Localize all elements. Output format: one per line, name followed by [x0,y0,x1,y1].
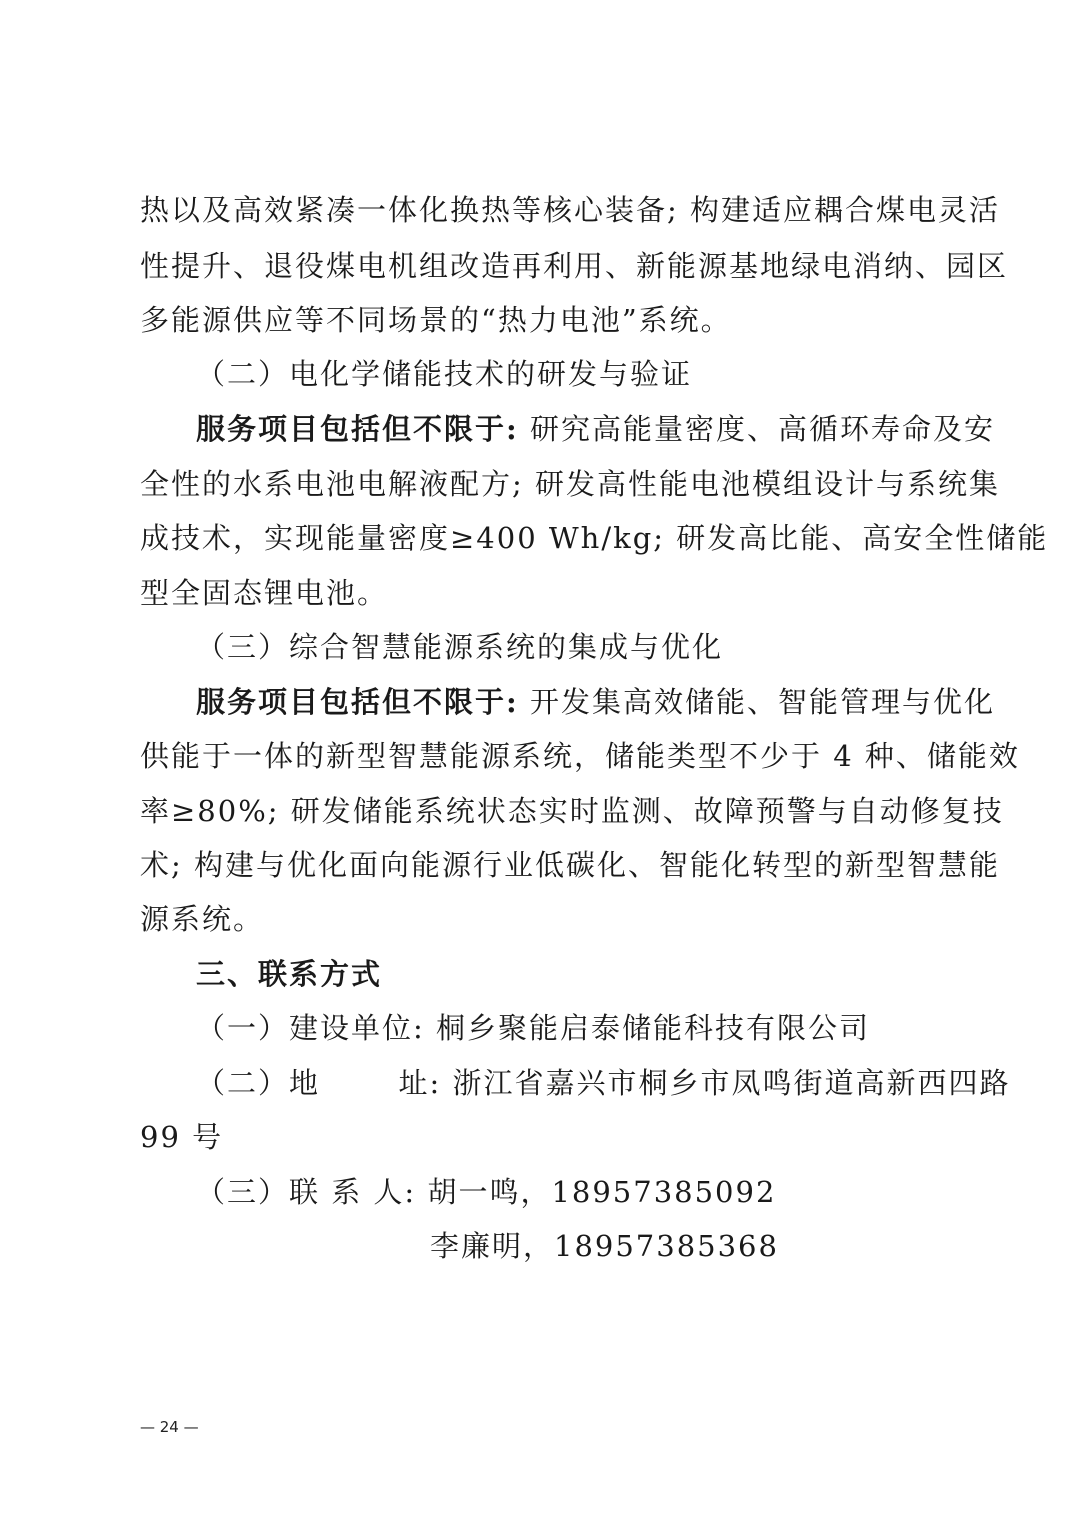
bold-lead: 服务项目包括但不限于: [196,685,519,719]
contact-label: （二）地 [196,1066,321,1100]
paragraph-line [196,411,995,447]
contact-unit [196,1010,940,1046]
contact-value: 胡一鸣，18957385092 [427,1175,777,1209]
paragraph-line: 全性的水系电池电解液配方; 研发高性能电池模组设计与系统集 [140,467,1000,501]
contact-label: （三）联 系 人: [196,1175,417,1209]
paragraph-line [196,684,995,720]
paragraph-text: 研究高能量密度、高循环寿命及安 [529,412,995,446]
paragraph-text: 开发集高效储能、智能管理与优化 [529,685,995,719]
paragraph-line: 术; 构建与优化面向能源行业低碳化、智能化转型的新型智慧能 [140,848,1000,882]
contact-value: 浙江省嘉兴市桐乡市凤鸣街道高新西四路 [452,1066,1011,1100]
paragraph-line: 率≥80%; 研发储能系统状态实时监测、故障预警与自动修复技 [140,794,1004,828]
paragraph-line: 热以及高效紧凑一体化换热等核心装备; 构建适应耦合煤电灵活 [140,193,1000,227]
page-number: — 24 — [140,1418,199,1436]
paragraph-line: 多能源供应等不同场景的“热力电池”系统。 [140,303,732,337]
contact-person-2: 李廉明，18957385368 [430,1229,779,1263]
section-heading: 三、联系方式 [196,957,383,991]
subsection-heading: （二）电化学储能技术的研发与验证 [196,357,693,391]
bold-lead: 服务项目包括但不限于: [196,412,519,446]
paragraph-line: 供能于一体的新型智慧能源系统，储能类型不少于 4 种、储能效 [140,739,1020,773]
contact-address [196,1065,1011,1101]
contact-label: 址: [398,1066,442,1100]
contact-person [196,1174,940,1210]
paragraph-line: 性提升、退役煤电机组改造再利用、新能源基地绿电消纳、园区 [140,249,1009,283]
subsection-heading: （三）综合智慧能源系统的集成与优化 [196,630,724,664]
paragraph-line: 源系统。 [140,902,265,936]
contact-label: （一）建设单位: [196,1011,425,1045]
paragraph-line: 成技术，实现能量密度≥400 Wh/kg; 研发高比能、高安全性储能 [140,521,1049,555]
contact-value: 桐乡聚能启泰储能科技有限公司 [436,1011,871,1045]
paragraph-line: 型全固态锂电池。 [140,576,389,610]
contact-address-cont: 99 号 [140,1120,224,1154]
